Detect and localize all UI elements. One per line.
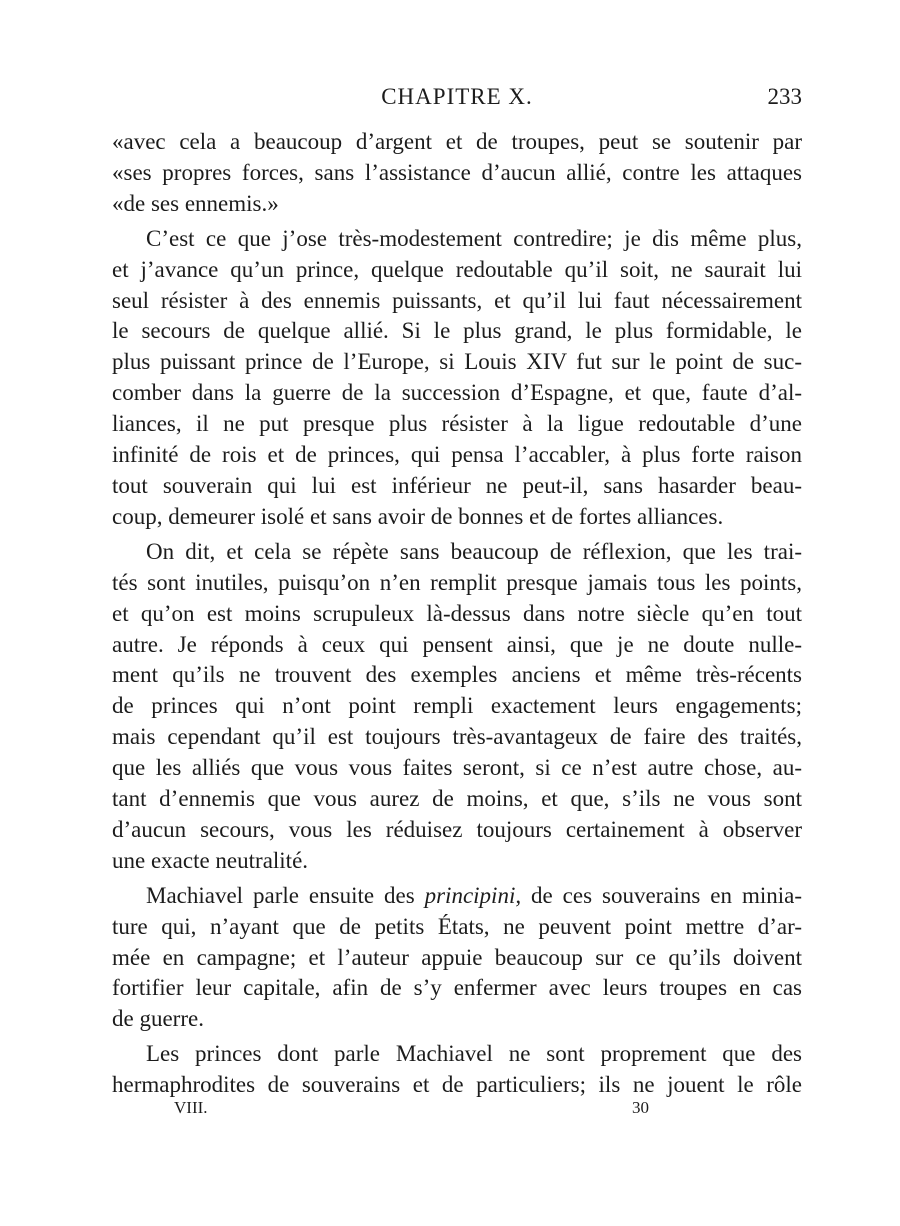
running-head — [112, 84, 802, 114]
text-line: liances, il ne put presque plus résister à la ligue redoutable d’une — [112, 411, 802, 437]
text-line: hermaphrodites de souverains et de particuliers; ils ne jouent le rôle — [112, 1072, 802, 1098]
text-line: ture qui, n’ayant que de petits États, ne peuvent point mettre d’ar- — [112, 913, 802, 939]
text-line: mais cependant qu’il est toujours très-avantageux de faire des traités, — [112, 724, 802, 750]
page-number: 233 — [767, 84, 802, 109]
text-line: et qu’on est moins scrupuleux là-dessus dans notre siècle qu’en tout — [112, 600, 802, 626]
gathering-number: 30 — [632, 1098, 649, 1117]
text-line: «ses propres forces, sans l’assistance d’aucun allié, contre les attaques — [112, 159, 802, 185]
paragraph — [112, 537, 802, 877]
text-line: de princes qui n’ont point rempli exactement leurs engagements; — [112, 693, 802, 719]
volume-signature: VIII. — [174, 1098, 208, 1117]
text-run: Machiavel parle ensuite des — [146, 882, 425, 908]
text-line: d’aucun secours, vous les réduisez toujours certainement à observer — [112, 816, 802, 842]
text-line: de guerre. — [112, 1006, 204, 1032]
text-run: de ces souverains en minia- — [521, 882, 802, 908]
italic-term: principini, — [424, 882, 522, 908]
text-line: «de ses ennemis.» — [112, 190, 279, 216]
chapter-title: CHAPITRE X. — [381, 84, 533, 109]
paragraph — [112, 224, 802, 533]
text-line: tés sont inutiles, puisqu’on n’en remplit presque jamais tous les points, — [112, 569, 802, 595]
text-line: le secours de quelque allié. Si le plus grand, le plus formidable, le — [112, 318, 802, 344]
text-line: infinité de rois et de princes, qui pensa l’accabler, à plus forte raison — [112, 442, 802, 468]
paragraph — [112, 1039, 802, 1101]
text-line: ment qu’ils ne trouvent des exemples anciens et même très-récents — [112, 662, 802, 688]
text-line: On dit, et cela se répète sans beaucoup de réflexion, que les trai- — [146, 538, 802, 564]
text-line: tant d’ennemis que vous aurez de moins, et que, s’ils ne vous sont — [112, 786, 802, 812]
text-line: comber dans la guerre de la succession d’Espagne, et que, faute d’al- — [112, 380, 802, 406]
text-line: mée en campagne; et l’auteur appuie beaucoup sur ce qu’ils doivent — [112, 944, 802, 970]
text-line: fortifier leur capitale, afin de s’y enfermer avec leurs troupes en cas — [112, 975, 802, 1001]
text-line: seul résister à des ennemis puissants, et qu’il lui faut nécessairement — [112, 287, 802, 313]
text-line: «avec cela a beaucoup d’argent et de troupes, peut se soutenir par — [112, 129, 802, 154]
text-line: coup, demeurer isolé et sans avoir de bonnes et de fortes alliances. — [112, 503, 724, 529]
body-text — [112, 127, 802, 1101]
text-line: tout souverain qui lui est inférieur ne peut-il, sans hasarder beau- — [112, 472, 802, 498]
text-line: et j’avance qu’un prince, quelque redoutable qu’il soit, ne saurait lui — [112, 256, 802, 282]
text-line: autre. Je réponds à ceux qui pensent ainsi, que je ne doute nulle- — [112, 631, 802, 657]
text-line: C’est ce que j’ose très-modestement contredire; je dis même plus, — [146, 225, 802, 251]
text-line — [112, 881, 802, 912]
text-line: que les alliés que vous vous faites seront, si ce n’est autre chose, au- — [112, 755, 802, 781]
text-line: une exacte neutralité. — [112, 847, 309, 873]
paragraph — [112, 881, 802, 1036]
text-line: plus puissant prince de l’Europe, si Louis XIV fut sur le point de suc- — [112, 349, 802, 375]
page-footer — [112, 1098, 802, 1122]
paragraph-quote-continuation — [112, 127, 802, 220]
text-line: Les princes dont parle Machiavel ne sont proprement que des — [146, 1041, 802, 1067]
